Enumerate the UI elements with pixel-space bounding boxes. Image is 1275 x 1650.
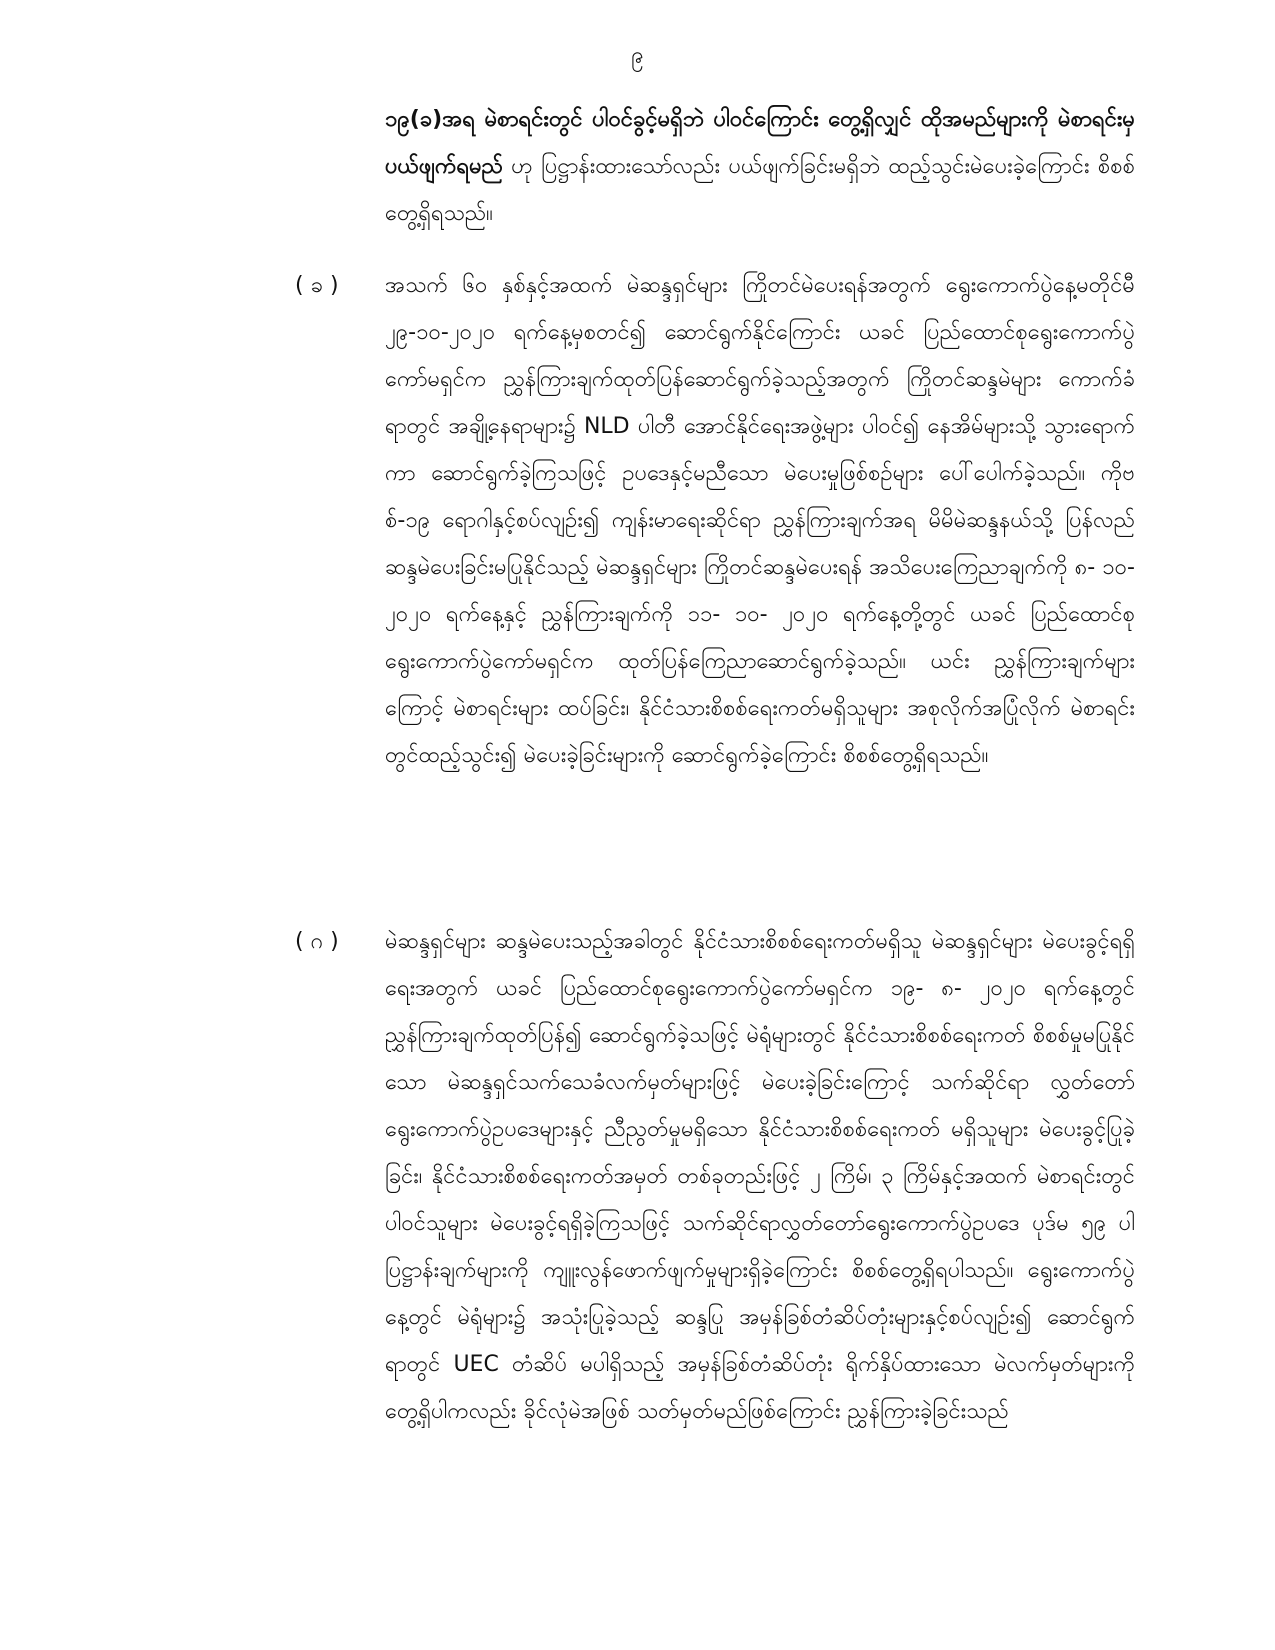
intro-paragraph bbox=[385, 96, 1135, 237]
page-number: ၉ bbox=[631, 43, 644, 68]
item-marker-kha: ( ခ ) bbox=[295, 273, 339, 298]
intro-bold-text: ၁၉(ခ)အရ မဲစာရင်းတွင် ပါဝင်ခွင့်မရှိဘဲ ပါဝင်ကြောင်း တွေ့ရှိလျှင် ထိုအမည်များကို မဲစာရင်းမှ ပယ်ဖျက်ရမည် bbox=[385, 107, 1135, 179]
item-paragraph-ga: မဲဆန္ဒရှင်များ ဆန္ဒမဲပေးသည့်အခါတွင် နိုင်ငံသားစိစစ်ရေးကတ်မရှိသူ မဲဆန္ဒရှင်များ မဲပေးခွင့်ရရှိရေးအတွက် ယခင် ပြည်ထောင်စုရွေးကောက်ပွဲကော်မရှင်က ၁၉- ၈- ၂၀၂၀ ရက်နေ့တွင် ညွှန်ကြားချက်ထုတ်ပြန်၍ ဆောင်ရွက်ခဲ့သဖြင့် မဲရုံများတွင် နိုင်ငံသားစိစစ်ရေးကတ် စိစစ်မှုမပြုနိုင်သော မဲဆန္ဒရှင်သက်သေခံလက်မှတ်များဖြင့် မဲပေးခဲ့ခြင်းကြောင့် သက်ဆိုင်ရာ လွှတ်တော်ရွေးကောက်ပွဲဥပဒေများနှင့် ညီညွတ်မှုမရှိသော နိုင်ငံသားစိစစ်ရေးကတ် မရှိသူများ မဲပေးခွင့်ပြုခဲ့ခြင်း၊ နိုင်ငံသားစိစစ်ရေးကတ်အမှတ် တစ်ခုတည်းဖြင့် ၂ ကြိမ်၊ ၃ ကြိမ်နှင့်အထက် မဲစာရင်းတွင် ပါဝင်သူများ မဲပေးခွင့်ရရှိခဲ့ကြသဖြင့် သက်ဆိုင်ရာလွှတ်တော်ရွေးကောက်ပွဲဥပဒေ ပုဒ်မ ၅၉ ပါ ပြဋ္ဌာန်းချက်များကို ကျူးလွန်ဖောက်ဖျက်မှုများရှိခဲ့ကြောင်း စိစစ်တွေ့ရှိရပါသည်။ ရွေးကောက်ပွဲနေ့တွင် မဲရုံများ၌ အသုံးပြုခဲ့သည့် ဆန္ဒပြု အမှန်ခြစ်တံဆိပ်တုံးများနှင့်စပ်လျဉ်း၍ ဆောင်ရွက်ရာတွင် UEC တံဆိပ် မပါရှိသည့် အမှန်ခြစ်တံဆိပ်တုံး ရိုက်နှိပ်ထားသော မဲလက်မှတ်များကို တွေ့ရှိပါကလည်း ခိုင်လုံမဲအဖြစ် သတ်မှတ်မည်ဖြစ်ကြောင်း ညွှန်ကြားခဲ့ခြင်းသည် bbox=[385, 929, 1135, 1424]
item-paragraph-kha: အသက် ၆၀ နှစ်နှင့်အထက် မဲဆန္ဒရှင်များ ကြိုတင်မဲပေးရန်အတွက် ရွေးကောက်ပွဲနေ့မတိုင်မီ ၂၉-၁၀-၂၀၂၀ ရက်နေ့မှစတင်၍ ဆောင်ရွက်နိုင်ကြောင်း ယခင် ပြည်ထောင်စုရွေးကောက်ပွဲကော်မရှင်က ညွှန်ကြားချက်ထုတ်ပြန်ဆောင်ရွက်ခဲ့သည့်အတွက် ကြိုတင်ဆန္ဒမဲများ ကောက်ခံရာတွင် အချို့နေရာများ၌ NLD ပါတီ အောင်နိုင်ရေးအဖွဲ့များ ပါဝင်၍ နေအိမ်များသို့ သွားရောက်ကာ ဆောင်ရွက်ခဲ့ကြသဖြင့် ဥပဒေနှင့်မညီသော မဲပေးမှုဖြစ်စဉ်များ ပေါ်ပေါက်ခဲ့သည်။ ကိုဗစ်-၁၉ ရောဂါနှင့်စပ်လျဉ်း၍ ကျန်းမာရေးဆိုင်ရာ ညွှန်ကြားချက်အရ မိမိမဲဆန္ဒနယ်သို့ ပြန်လည်ဆန္ဒမဲပေးခြင်းမပြုနိုင်သည့် မဲဆန္ဒရှင်များ ကြိုတင်ဆန္ဒမဲပေးရန် အသိပေးကြေညာချက်ကို ၈- ၁၀- ၂၀၂၀ ရက်နေ့နှင့် ညွှန်ကြားချက်ကို ၁၁- ၁၀- ၂၀၂၀ ရက်နေ့တို့တွင် ယခင် ပြည်ထောင်စုရွေးကောက်ပွဲကော်မရှင်က ထုတ်ပြန်ကြေညာဆောင်ရွက်ခဲ့သည်။ ယင်း ညွှန်ကြားချက်များကြောင့် မဲစာရင်းများ ထပ်ခြင်း၊ နိုင်ငံသားစိစစ်ရေးကတ်မရှိသူများ အစုလိုက်အပြုံလိုက် မဲစာရင်းတွင်ထည့်သွင်း၍ မဲပေးခဲ့ခြင်းများကို ဆောင်ရွက်ခဲ့ကြောင်း စိစစ်တွေ့ရှိရသည်။ bbox=[385, 273, 1135, 768]
intro-normal-text: ဟု ပြဋ္ဌာန်းထားသော်လည်း ပယ်ဖျက်ခြင်းမရှိဘဲ ထည့်သွင်းမဲပေးခဲ့ကြောင်း စိစစ်တွေ့ရှိရသည်။ bbox=[385, 154, 1135, 226]
item-marker-ga: ( ဂ ) bbox=[295, 929, 339, 954]
